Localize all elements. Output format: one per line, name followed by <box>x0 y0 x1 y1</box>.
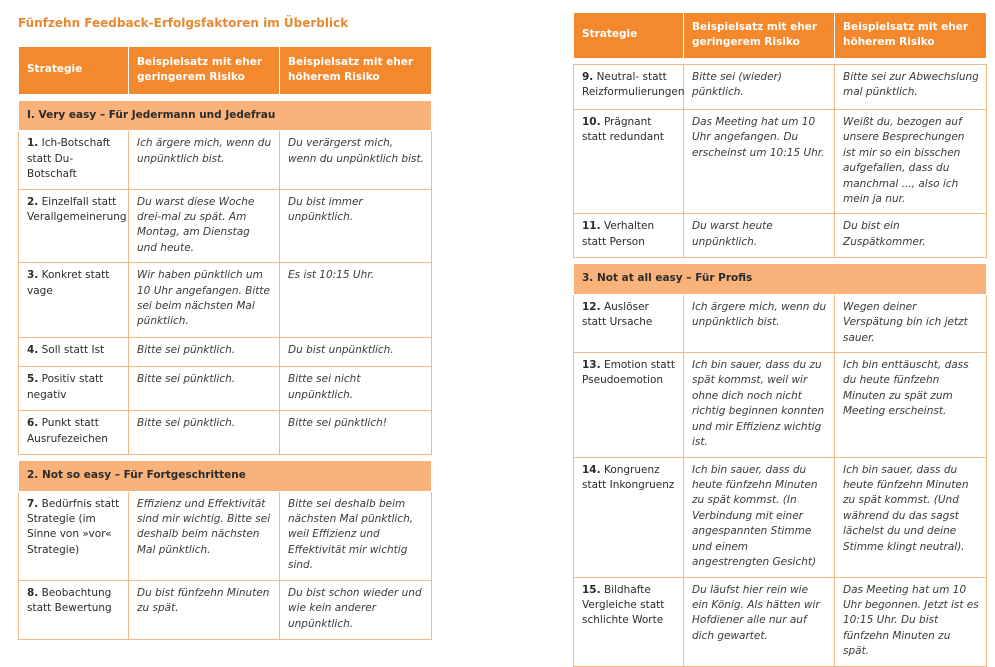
table-row <box>574 110 987 214</box>
strategy-number: 15. <box>582 583 601 596</box>
low-risk-example: Ich bin sauer, dass du heute fünfzehn Minuten zu spät kommst. (In Verbindung mit einer angespannten Stimme und einem angestrengten Gesicht) <box>684 457 835 577</box>
table-row <box>19 367 432 411</box>
strategy-label: Punkt statt Ausrufezeichen <box>27 417 108 445</box>
strategy-number: 1. <box>27 137 39 150</box>
table-row <box>19 491 432 580</box>
high-risk-example: Das Meeting hat um 10 Uhr begonnen. Jetzt ist es 10:15 Uhr. Du bist fünfzehn Minuten zu spät. <box>835 577 987 666</box>
low-risk-example: Bitte sei pünktlich. <box>129 411 280 455</box>
high-risk-example: Bitte sei zur Abwechslung mal pünktlich. <box>835 65 987 110</box>
low-risk-example: Bitte sei (wieder) pünktlich. <box>684 65 835 110</box>
table-row <box>19 131 432 189</box>
strategy-label: Verhalten statt Person <box>582 220 655 248</box>
low-risk-example: Du läufst hier rein wie ein König. Als hätten wir Hofdiener alle nur auf dich gewartet. <box>684 577 835 666</box>
high-risk-example: Bitte sei pünktlich! <box>280 411 432 455</box>
strategy-number: 13. <box>582 359 601 372</box>
low-risk-example: Effizienz und Effektivität sind mir wichtig. Bitte sei deshalb beim nächsten Mal pünktlich. <box>129 491 280 580</box>
strategy-label: Bedürfnis statt Strategie (im Sinne von »vor« Strategie) <box>27 497 120 556</box>
high-risk-example: Du bist unpünktlich. <box>280 338 432 367</box>
section-title: 3. Not at all easy – Für Profis <box>574 264 987 294</box>
high-risk-example: Es ist 10:15 Uhr. <box>280 263 432 338</box>
header-low-risk: Beispielsatz mit eher geringerem Risiko <box>129 47 280 95</box>
high-risk-example: Du verärgerst mich, wenn du unpünktlich bist. <box>280 131 432 189</box>
strategy-cell <box>19 580 129 639</box>
strategy-number: 12. <box>582 300 601 313</box>
strategy-number: 3. <box>27 269 39 282</box>
success-factors-table-left <box>18 46 432 640</box>
strategy-cell <box>574 65 684 110</box>
strategy-cell <box>574 294 684 352</box>
section-row <box>19 461 432 491</box>
strategy-label: Positiv statt negativ <box>27 373 104 401</box>
strategy-cell <box>19 367 129 411</box>
strategy-cell <box>19 131 129 189</box>
section-row <box>574 264 987 294</box>
strategy-label: Emotion statt Pseudoemotion <box>582 359 675 387</box>
table-header-row <box>574 13 987 59</box>
low-risk-example: Ich ärgere mich, wenn du unpünktlich bist. <box>129 131 280 189</box>
strategy-number: 6. <box>27 417 39 430</box>
strategy-label: Konkret statt vage <box>27 269 110 297</box>
strategy-label: Bildhafte Vergleiche statt schlichte Worte <box>582 583 665 627</box>
section-title: 2. Not so easy – Für Fortgeschrittene <box>19 461 432 491</box>
table-row <box>574 457 987 577</box>
high-risk-example: Wegen deiner Verspätung bin ich jetzt sauer. <box>835 294 987 352</box>
low-risk-example: Du warst diese Woche drei-mal zu spät. Am Montag, am Dienstag und heute. <box>129 189 280 263</box>
strategy-number: 10. <box>582 116 601 128</box>
strategy-label: Einzelfall statt Verallgemeinerung <box>27 195 127 224</box>
high-risk-example: Bitte sei deshalb beim nächsten Mal pünktlich, weil Effizienz und Effektivität mir wichtig sind. <box>280 491 432 580</box>
strategy-cell <box>19 263 129 338</box>
strategy-cell <box>574 214 684 258</box>
header-low-risk: Beispielsatz mit eher geringerem Risiko <box>684 13 835 59</box>
table-row <box>574 353 987 457</box>
strategy-cell <box>19 338 129 367</box>
strategy-number: 5. <box>27 373 39 386</box>
strategy-cell <box>19 491 129 580</box>
table-row <box>19 189 432 263</box>
low-risk-example: Das Meeting hat um 10 Uhr angefangen. Du erscheinst um 10:15 Uhr. <box>684 110 835 214</box>
strategy-label: Kongruenz statt Inkongruenz <box>582 463 675 491</box>
strategy-number: 11. <box>582 220 601 233</box>
table-row <box>574 214 987 258</box>
strategy-cell <box>19 411 129 455</box>
success-factors-table-right <box>573 12 987 667</box>
header-high-risk: Beispielsatz mit eher höherem Risiko <box>835 13 987 59</box>
high-risk-example: Ich bin enttäuscht, dass du heute fünfzehn Minuten zu spät zum Meeting erscheinst. <box>835 353 987 457</box>
strategy-number: 2. <box>27 195 39 208</box>
strategy-cell <box>574 353 684 457</box>
strategy-number: 7. <box>27 497 39 510</box>
header-high-risk: Beispielsatz mit eher höherem Risiko <box>280 47 432 95</box>
strategy-label: Soll statt Ist <box>41 344 105 357</box>
section-title: I. Very easy – Für Jedermann und Jedefrau <box>19 101 432 131</box>
table-row <box>574 65 987 110</box>
table-header-row <box>19 47 432 95</box>
low-risk-example: Du bist fünfzehn Minuten zu spät. <box>129 580 280 639</box>
strategy-label: Ich-Botschaft statt Du-Botschaft <box>27 137 111 181</box>
strategy-cell <box>19 189 129 263</box>
high-risk-example: Du bist schon wieder und wie kein anderer unpünktlich. <box>280 580 432 639</box>
high-risk-example: Ich bin sauer, dass du heute fünfzehn Minuten zu spät kommst. (Und während du das sagst lächelst du und deine Stimme klingt neutral). <box>835 457 987 577</box>
header-strategy: Strategie <box>19 47 129 95</box>
high-risk-example: Du bist immer unpünktlich. <box>280 189 432 263</box>
low-risk-example: Wir haben pünktlich um 10 Uhr angefangen. Bitte sei beim nächsten Mal pünktlich. <box>129 263 280 338</box>
strategy-label: Auslöser statt Ursache <box>582 300 653 329</box>
table-row <box>19 338 432 367</box>
strategy-label: Prägnant statt redundant <box>582 116 664 144</box>
section-row <box>19 101 432 131</box>
strategy-cell <box>574 457 684 577</box>
low-risk-example: Ich ärgere mich, wenn du unpünktlich bist. <box>684 294 835 352</box>
strategy-number: 14. <box>582 463 601 476</box>
low-risk-example: Bitte sei pünktlich. <box>129 367 280 411</box>
high-risk-example: Bitte sei nicht unpünktlich. <box>280 367 432 411</box>
high-risk-example: Weißt du, bezogen auf unsere Besprechungen ist mir so ein bisschen aufgefallen, dass du manchmal ..., also ich mein ja nur. <box>835 110 987 214</box>
strategy-number: 9. <box>582 71 594 83</box>
page-title: Fünfzehn Feedback-Erfolgsfaktoren im Überblick <box>18 16 349 30</box>
table-row <box>19 411 432 455</box>
strategy-label: Neutral- statt Reizformulierungen <box>582 71 685 99</box>
strategy-number: 4. <box>27 344 39 357</box>
table-row <box>19 263 432 338</box>
low-risk-example: Du warst heute unpünktlich. <box>684 214 835 258</box>
strategy-cell <box>574 110 684 214</box>
table-row <box>574 577 987 666</box>
header-strategy: Strategie <box>574 13 684 59</box>
table-row <box>19 580 432 639</box>
strategy-number: 8. <box>27 586 39 599</box>
high-risk-example: Du bist ein Zuspätkommer. <box>835 214 987 258</box>
strategy-label: Beobachtung statt Bewertung <box>27 586 112 615</box>
strategy-cell <box>574 577 684 666</box>
low-risk-example: Bitte sei pünktlich. <box>129 338 280 367</box>
table-row <box>574 294 987 352</box>
low-risk-example: Ich bin sauer, dass du zu spät kommst, weil wir ohne dich noch nicht richtig beginnen konnten und mir Effizienz wichtig ist. <box>684 353 835 457</box>
